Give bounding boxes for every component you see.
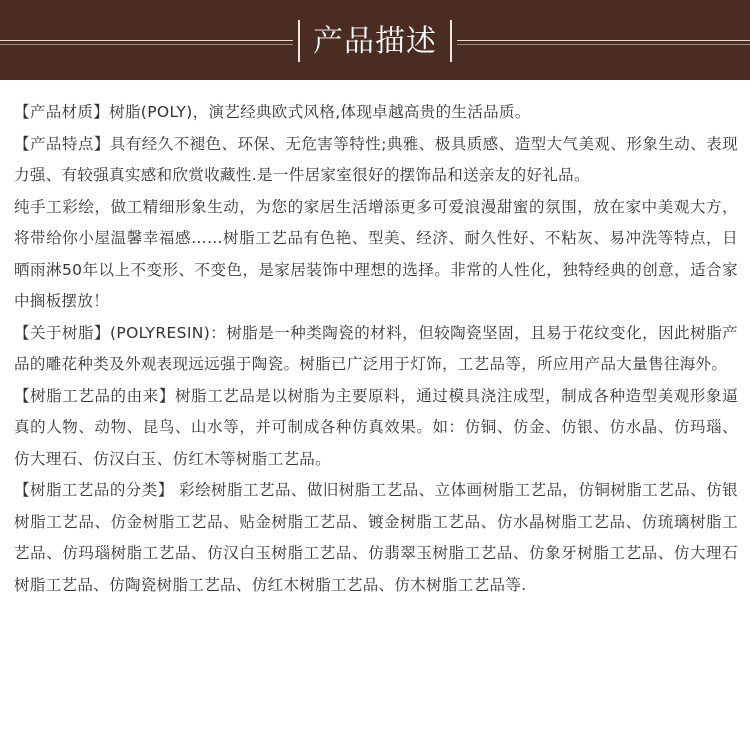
paragraph-categories [14, 475, 738, 601]
paragraph-label: 【产品材质】 [14, 103, 110, 121]
decorative-line-left [0, 40, 293, 41]
paragraph-text: 具有经久不褪色、环保、无危害等特性;典雅、极具质感、造型大气美观、形象生动、表现力强、有较强真实感和欣赏收藏性.是一件居家室很好的摆饰品和送亲友的好礼品。 [14, 134, 738, 184]
paragraph-label: 【产品特点】 [14, 134, 110, 153]
paragraph-handmade [14, 192, 738, 318]
paragraph-origin [14, 381, 738, 476]
section-title: 产品描述 [313, 24, 437, 59]
paragraph-material [14, 97, 738, 129]
paragraph-about-resin [14, 318, 738, 381]
paragraph-text: 彩绘树脂工艺品、做旧树脂工艺品、立体画树脂工艺品，仿铜树脂工艺品、仿银树脂工艺品、仿金树脂工艺品、贴金树脂工艺品、镀金树脂工艺品、仿水晶树脂工艺品、仿琉璃树脂工艺品、仿玛瑙树脂工艺品、仿汉白玉树脂工艺品、仿翡翠玉树脂工艺品、仿象牙树脂工艺品、仿大理石树脂工艺品、仿陶瓷树脂工艺品、仿红木树脂工艺品、仿木树脂工艺品等. [14, 481, 738, 594]
paragraph-text: 纯手工彩绘，做工精细形象生动，为您的家居生活增添更多可爱浪漫甜蜜的氛围，放在家中美观大方，将带给你小屋温馨幸福感……树脂工艺品有色艳、型美、经济、耐久性好、不粘灰、易冲洗等特点，日晒雨淋50年以上不变形、不变色，是家居装饰中理想的选择。非常的人性化，独特经典的创意，适合家中搁板摆放！ [14, 197, 738, 310]
product-description-body [14, 97, 738, 601]
paragraph-label: 【树脂工艺品的由来】 [14, 386, 175, 405]
paragraph-features [14, 129, 738, 192]
decorative-bar-right [450, 20, 452, 62]
paragraph-label: 【树脂工艺品的分类】 [14, 481, 174, 499]
paragraph-text: 树脂工艺品是以树脂为主要原料，通过模具浇注成型，制成各种造型美观形象逼真的人物、动物、昆鸟、山水等，并可制成各种仿真效果。如：仿铜、仿金、仿银、仿水晶、仿玛瑙、仿大理石、仿汉白玉、仿红木等树脂工艺品。 [14, 386, 738, 468]
decorative-line-right [457, 40, 750, 41]
paragraph-text: 树脂(POLY)，演艺经典欧式风格,体现卓越高贵的生活品质。 [109, 103, 531, 121]
paragraph-label: 【关于树脂】 [14, 323, 110, 342]
decorative-line-left-secondary [0, 44, 293, 45]
paragraph-text: (POLYRESIN)：树脂是一种类陶瓷的材料，但较陶瓷坚固，且易于花纹变化，因此树脂产品的雕花种类及外观表现远远强于陶瓷。树脂已广泛用于灯饰，工艺品等，所应用产品大量售往海外。 [14, 323, 738, 373]
section-header-banner [0, 0, 750, 80]
decorative-line-right-secondary [457, 44, 750, 45]
decorative-bar-left [298, 20, 300, 62]
